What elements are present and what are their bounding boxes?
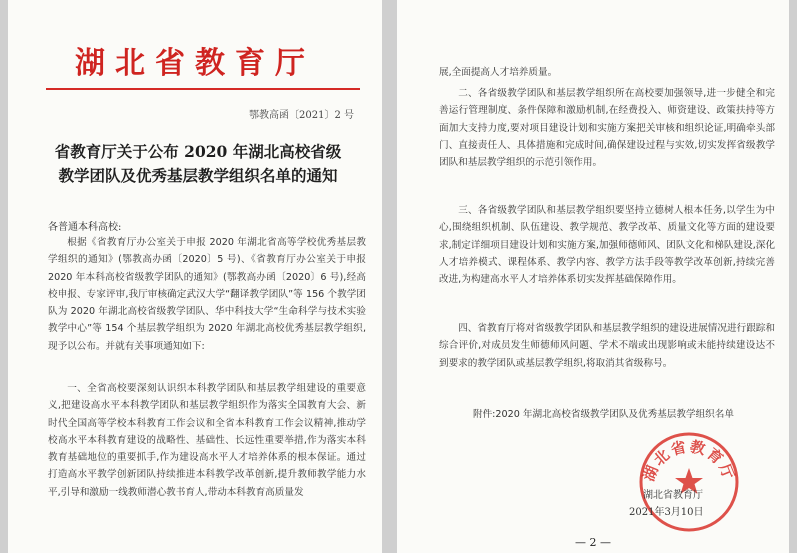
body-paragraph: 根据《省教育厅办公室关于申报 2020 年湖北省高等学校优秀基层教学组织的通知》(鄂教高办函〔2020〕5 号)、《省教育厅办公室关于申报 2020 年本科高校省级教学团队的通知》(鄂教高办函〔2020〕6 号),经高校申报、专家评审,我厅审核确定武汉大学“翻译教学团队”等 156 个教学团队为 2020 年湖北高校省级教学团队、华中科技大学“生命科学与技术实验教学中心”等 154 个基层教学组织为 2020 年湖北高校优秀基层教学组织,现予以公布。并就有关事项通知如下: xyxy=(48,237,366,352)
body-paragraph: 四、省教育厅将对省级教学团队和基层教学组织的建设进展情况进行跟踪和综合评价,对成员发生师德师风问题、学术不端或出现影响或未能持续建设达不到要求的教学团队或基层教学组织,将取消其省级称号。 xyxy=(439,323,775,369)
attachment-note: 附件:2020 年湖北高校省级教学团队及优秀基层教学组织名单 xyxy=(473,409,734,420)
document-page-right xyxy=(397,0,789,553)
document-title-line-1: 省教育厅关于公布 2020 年湖北高校省级 xyxy=(54,142,342,161)
signature-date: 2021年3月10日 xyxy=(629,507,704,518)
body-paragraph: 一、全省高校要深刻认识织本科教学团队和基层教学组建设的重要意义,把建设高水平本科教学团队和基层教学组织作为落实全国教育大会、新时代全国高等学校本科教育工作会议和全省本科教育工作会议精神,推动学校高水平本科教育建设的战略性、基础性、长远性重要举措,作为落实本科教育基础地位的重要抓手,作为建设高水平人才培养体系的根本保证。通过打造高水平教学创新团队持续推进本科教学改革创新,提升教师教学能力水平,引导和激励一线教师潜心教书育人,带动本科教育高质量发 xyxy=(48,383,366,498)
letterhead-red-rule xyxy=(46,88,360,90)
body-paragraph: 二、各省级教学团队和基层教学组织所在高校要加强领导,进一步健全和完善运行管理制度、条件保障和激励机制,在经费投入、师资建设、政策扶持等方面加大支持力度,要对项目建设计划和实施方案把关审核和组织论证,明确牵头部门、直接责任人、具体措施和完成时间,确保建设过程与实效,切实发挥省级教学团队和基层教学组织的示范引领作用。 xyxy=(439,88,775,169)
letterhead-title: 湖北省教育厅 xyxy=(75,46,315,81)
body-paragraph-continued: 展,全面提高人才培养质量。 xyxy=(439,67,558,78)
signature-organization: 湖北省教育厅 xyxy=(643,490,703,501)
body-paragraph: 三、各省级教学团队和基层教学组织要坚持立德树人根本任务,以学生为中心,围绕组织机制、队伍建设、教学规范、教学改革、质量文化等方面的建设要求,制定详细项目建设计划和实施方案,加强师德师风、团队文化和梯队建设,深化人才培养模式、课程体系、教学内容、教学方法手段等教学改革创新,持续完善改进,为构建高水平人才培养体系切实发挥基础保障作用。 xyxy=(439,205,775,286)
addressee: 各普通本科高校: xyxy=(48,222,122,233)
official-seal xyxy=(637,430,741,534)
document-title-line-2: 教学团队及优秀基层教学组织名单的通知 xyxy=(58,166,338,185)
seal-graphic xyxy=(637,430,741,534)
svg-text:湖北省教育厅: 湖北省教育厅 xyxy=(639,437,739,484)
document-title xyxy=(48,140,348,188)
page-number: — 2 — xyxy=(575,536,611,549)
document-page-left xyxy=(8,0,382,553)
document-number: 鄂教高函〔2021〕2 号 xyxy=(249,110,354,121)
